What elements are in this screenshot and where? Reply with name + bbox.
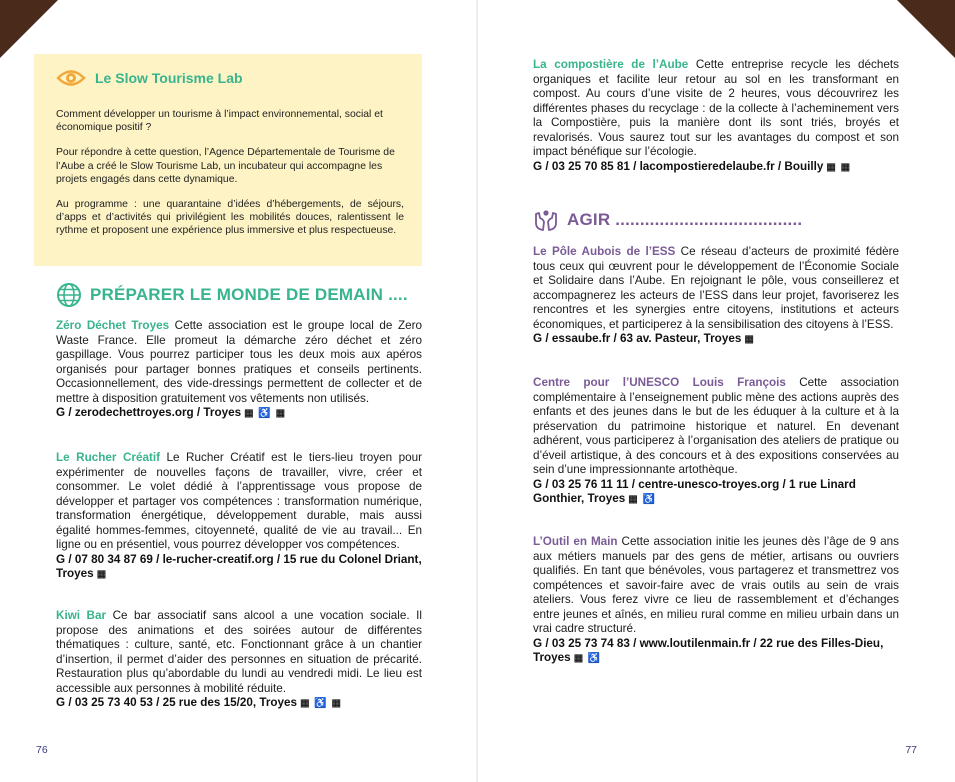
slow-tourisme-infobox — [34, 54, 422, 266]
section-header-preparer — [56, 282, 408, 308]
entry-contact: G / 03 25 70 85 81 / lacompostieredelaube.fr / Bouilly ▦ ▦ — [533, 160, 899, 176]
facility-icons: ▦ ▦ — [826, 161, 852, 173]
entry-text: Cette association initie les jeunes dès l’âge de 9 ans aux métiers manuels par des gens de métier, artisans ou ouvriers qualifiés. En tant que bénévoles, vous partagerez et transmettrez vos compétences et savoir-faire avec de vrais outils au sein de vrais ateliers. Vous ferez vivre ce lieu de rassemblement et d’échanges entre jeunes et aînés, en milieu rural comme en milieu urbain dans un vrai cadre structuré. — [533, 535, 899, 635]
page-number-right: 77 — [905, 744, 917, 756]
infobox-title: Le Slow Tourisme Lab — [95, 70, 243, 86]
list-item — [533, 535, 899, 667]
facility-icons: ▦ ♿ — [628, 494, 656, 505]
entry-text: Ce réseau d’acteurs de proximité fédère tous ceux qui œuvrent pour le développement de l’Économie Sociale et Solidaire dans l’Aube. En rejoignant le pôle, vous conseillerez et accompagnerez les acteurs de l’ESS dans leur projet, favoriserez les rencontres et les synergies entre citoyens, institutions et acteurs économiques, et participerez à la sensibilisation des citoyens à l’ESS. — [533, 245, 899, 331]
entry-text: Le Rucher Créatif est le tiers-lieu troyen pour expérimenter de nouvelles façons de travailler, vivre, créer et consommer. Le volet dédié à l’apprentissage vous propose de développer et partager vos compétences : transformation numérique, transformation énergétique, développement durable, mais aussi égalité hommes-femmes, citoyenneté, qualité de vie au travail... En ligne ou en présentiel, vous pourrez développer vos compétences. — [56, 451, 423, 551]
page-number-left: 76 — [36, 744, 48, 756]
entry-contact: G / 07 80 34 87 69 / le-rucher-creatif.org / 15 rue du Colonel Driant, Troyes ▦ — [56, 553, 422, 583]
entry-name: La compostière de l’Aube — [533, 58, 689, 71]
entry-name: L’Outil en Main — [533, 535, 618, 548]
list-item — [533, 245, 899, 348]
entry-contact: G / 03 25 76 11 11 / centre-unesco-troyes.org / 1 rue Linard Gonthier, Troyes ▦ ♿ — [533, 478, 899, 508]
page-fold — [476, 0, 478, 782]
entry-text: Ce bar associatif sans alcool a une vocation sociale. Il propose des animations et des soirées autour de différentes thématiques : culture, santé, etc. Fonctionnant grâce à un chantier d’insertion, il permet d’aider des personnes en situation de précarité. Restauration plus qu’abordable du lundi au vendredi midi. Le lieu est accessible aux personnes à mobilité réduite. — [56, 609, 422, 695]
globe-icon — [56, 282, 82, 308]
page-corner-right — [897, 0, 955, 58]
page-corner-left — [0, 0, 58, 58]
entry-name: Zéro Déchet Troyes — [56, 319, 170, 332]
infobox-paragraph: Au programme : une quarantaine d’idées d’hébergements, de séjours, d’apps et d’activités qui privilégient les mobilités douces, ralentissent le rythme et proposent une expérience plus immersive et plus respectueuse. — [56, 199, 404, 237]
entry-text: Cette association complémentaire à l’enseignement public mène des actions auprès des enfants et des jeunes dans le but de les éduquer à la culture et à la préservation du patrimoine historique et naturel. En devenant adhérent, vous participerez à l’organisation des ateliers de pratique ou d’éveil artistique, à des concours et à des expositions conservées au sein d’une impressionnante artothèque. — [533, 376, 899, 476]
entry-name: Le Rucher Créatif — [56, 451, 160, 464]
section-title: PRÉPARER LE MONDE DE DEMAIN .... — [90, 285, 408, 304]
entry-contact: G / essaube.fr / 63 av. Pasteur, Troyes ▦ — [533, 332, 899, 348]
entry-text: Cette association est le groupe local de Zero Waste France. Elle promeut la démarche zéro déchet et zéro gaspillage. Vous pourrez participer tous les deux mois aux apéros organisés pour partager bonnes pratiques et conseils pertinents. Occasionnellement, des vide-dressings permettent de collecter et de mettre à disposition gratuitement vos vêtements non utilisés. — [56, 319, 422, 405]
list-item — [533, 58, 899, 175]
entry-name: Centre pour l’UNESCO Louis François — [533, 376, 786, 389]
entry-name: Le Pôle Aubois de l’ESS — [533, 245, 676, 258]
facility-icons: ▦ — [96, 569, 108, 580]
section-header-agir — [533, 207, 802, 233]
entry-contact: G / zerodechettroyes.org / Troyes ▦ ♿ ▦ — [56, 406, 422, 422]
entry-text: Cette entreprise recycle les déchets organiques et facilite leur retour au sol en les transformant en compost. Au cours d’une visite de 2 heures, vous découvrirez les différentes phases du recyclage : de la collecte à l’acheminement vers la Compostière, puis la manière dont ils sont triés, broyés et revalorisés. Vous saurez tout sur les avantages du compost et son impact bénéfique sur l’écologie. — [533, 58, 899, 158]
hands-icon — [533, 207, 559, 233]
facility-icons: ▦ ♿ ▦ — [244, 408, 287, 419]
infobox-body — [56, 108, 404, 250]
list-item — [533, 376, 899, 508]
entry-contact: G / 03 25 73 40 53 / 25 rue des 15/20, Troyes ▦ ♿ ▦ — [56, 696, 422, 712]
facility-icons: ▦ — [744, 334, 755, 345]
infobox-paragraph: Pour répondre à cette question, l’Agence Départementale de Tourisme de l’Aube a créé le Slow Tourisme Lab, un incubateur qui accompagne les projets engagés dans cette dynamique. — [56, 147, 395, 185]
entry-contact: G / 03 25 73 74 83 / www.loutilenmain.fr / 22 rue des Filles-Dieu, Troyes ▦ ♿ — [533, 637, 899, 667]
entry-name: Kiwi Bar — [56, 609, 107, 622]
list-item — [56, 319, 422, 422]
facility-icons: ▦ ♿ ▦ — [300, 698, 342, 709]
eye-icon — [56, 68, 86, 88]
section-title: AGIR ...................................... — [567, 210, 803, 229]
facility-icons: ▦ ♿ — [573, 653, 602, 664]
infobox-paragraph: Comment développer un tourisme à l’impact environnemental, social et économique positif ? — [56, 109, 383, 134]
list-item — [56, 609, 422, 712]
list-item — [56, 451, 422, 583]
infobox-header — [56, 68, 243, 88]
